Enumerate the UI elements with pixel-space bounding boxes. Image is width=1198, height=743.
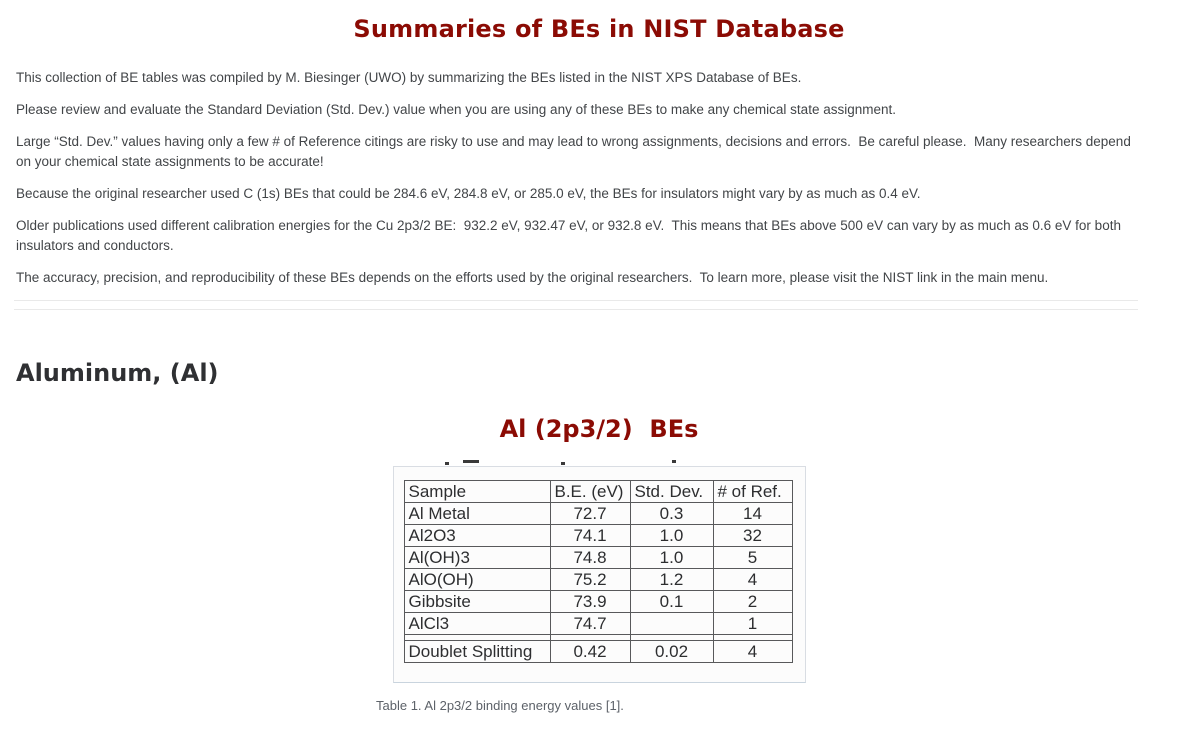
intro-paragraph: The accuracy, precision, and reproducibility of these BEs depends on the efforts used by the original researchers. To learn more, please visit the NIST link in the main menu. [16, 270, 1049, 285]
cell-num-ref: 4 [713, 641, 792, 663]
cell-num-ref: 1 [713, 613, 792, 635]
header-sample: Sample [404, 481, 550, 503]
cell-std-dev: 0.3 [630, 503, 713, 525]
cell-sample: Gibbsite [404, 591, 550, 613]
cell-num-ref: 4 [713, 569, 792, 591]
cell-std-dev: 0.02 [630, 641, 713, 663]
cell-num-ref: 5 [713, 547, 792, 569]
table-header-row [404, 481, 792, 503]
cell-std-dev: 1.0 [630, 525, 713, 547]
cell-num-ref: 32 [713, 525, 792, 547]
table-figure [376, 460, 822, 714]
header-num-ref: # of Ref. [713, 481, 792, 503]
section-divider [14, 300, 1138, 310]
intro-paragraph: Because the original researcher used C (1s) BEs that could be 284.6 eV, 284.8 eV, or 285.0 eV, the BEs for insulators might vary by as much as 0.4 eV. [16, 186, 921, 201]
cell-doublet-splitting-label: Doublet Splitting [404, 641, 550, 663]
cell-std-dev [630, 613, 713, 635]
cell-be: 0.42 [550, 641, 630, 663]
cell-sample: AlO(OH) [404, 569, 550, 591]
intro-paragraph: Large “Std. Dev.” values having only a few # of Reference citings are risky to use and may lead to wrong assignments, decisions and errors. Be careful please. Many researchers depend on your chemical state assignments to be accurate! [16, 134, 1135, 169]
intro-paragraph: This collection of BE tables was compiled by M. Biesinger (UWO) by summarizing the BEs listed in the NIST XPS Database of BEs. [16, 70, 802, 85]
table-footer-row [404, 641, 792, 663]
table-caption: Table 1. Al 2p3/2 binding energy values [1]. [376, 698, 624, 713]
cell-sample: Al Metal [404, 503, 550, 525]
table-row [404, 613, 792, 635]
page-title: Summaries of BEs in NIST Database [353, 15, 845, 43]
cell-num-ref: 2 [713, 591, 792, 613]
intro-paragraph: Older publications used different calibration energies for the Cu 2p3/2 BE: 932.2 eV, 932.47 eV, or 932.8 eV. This means that BEs above 500 eV can vary by as much as 0.6 eV for both insulators and conductors. [16, 218, 1125, 253]
cell-be: 74.8 [550, 547, 630, 569]
cell-std-dev: 0.1 [630, 591, 713, 613]
cell-sample: Al2O3 [404, 525, 550, 547]
cell-sample: Al(OH)3 [404, 547, 550, 569]
table-row [404, 547, 792, 569]
table-row [404, 525, 792, 547]
cell-std-dev: 1.0 [630, 547, 713, 569]
table-row [404, 503, 792, 525]
cell-num-ref: 14 [713, 503, 792, 525]
scanned-table-image [393, 466, 806, 683]
header-std-dev: Std. Dev. [630, 481, 713, 503]
cell-sample: AlCl3 [404, 613, 550, 635]
intro-paragraph: Please review and evaluate the Standard Deviation (Std. Dev.) value when you are using any of these BEs to make any chemical state assignment. [16, 102, 896, 117]
cropped-image-artifact [393, 460, 806, 466]
element-section-heading: Aluminum, (Al) [16, 359, 219, 387]
cell-be: 74.7 [550, 613, 630, 635]
cell-be: 74.1 [550, 525, 630, 547]
table-section-heading: Al (2p3/2) BEs [499, 415, 699, 443]
cell-be: 73.9 [550, 591, 630, 613]
intro-text [16, 68, 1138, 288]
header-be: B.E. (eV) [550, 481, 630, 503]
table-row [404, 569, 792, 591]
table-row [404, 591, 792, 613]
cell-be: 72.7 [550, 503, 630, 525]
cell-std-dev: 1.2 [630, 569, 713, 591]
binding-energy-table [404, 480, 793, 663]
cell-be: 75.2 [550, 569, 630, 591]
